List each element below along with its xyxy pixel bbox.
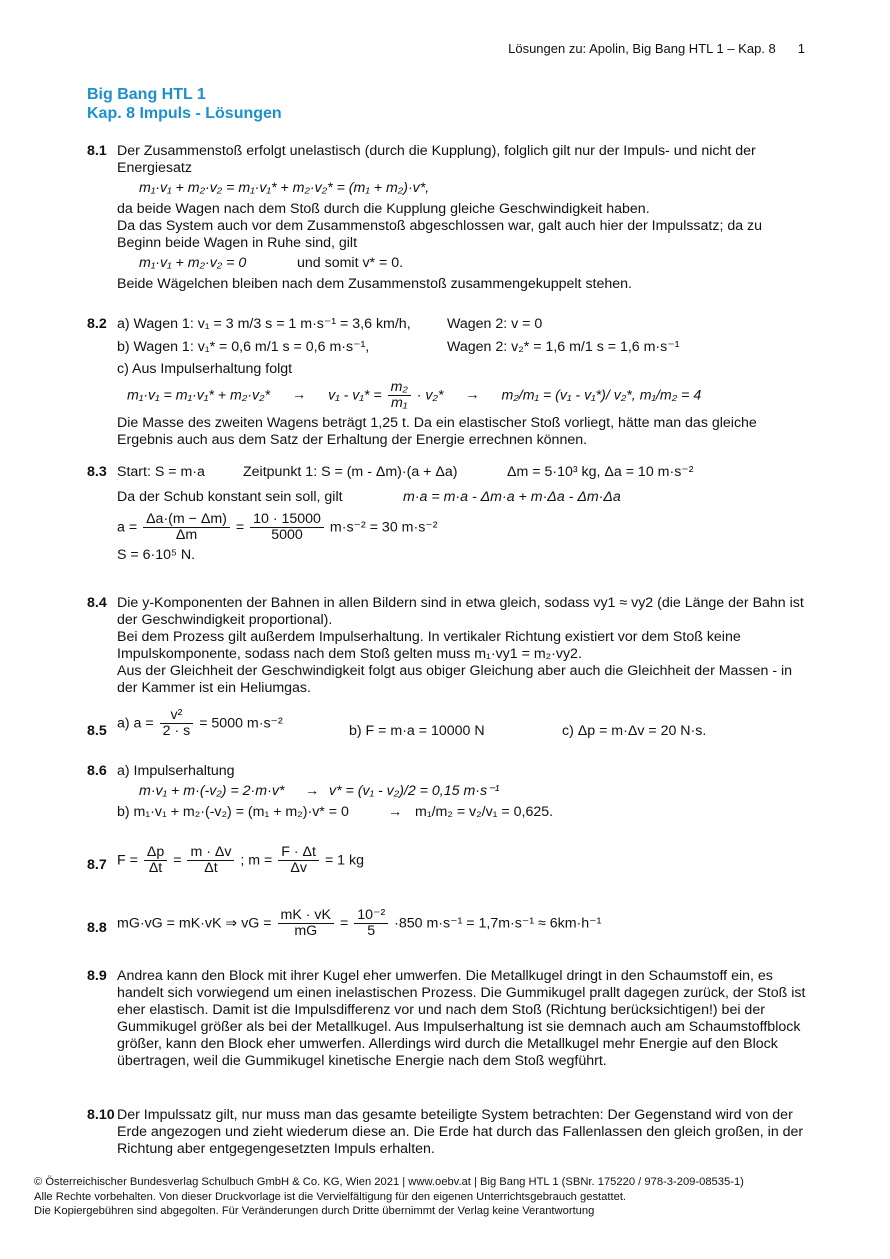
solution-8-9 <box>87 968 807 1070</box>
fraction-denominator: Δm <box>175 527 198 543</box>
part-b-result: m₁/m₂ = v₂/v₁ = 0,625. <box>415 804 554 820</box>
page-number: 1 <box>797 41 805 56</box>
equation: v₁ - v₁* = <box>328 387 382 404</box>
paragraph: da beide Wagen nach dem Stoß durch die Kupplung gleiche Geschwindigkeit haben. <box>117 201 650 217</box>
solution-8-7-line <box>117 845 807 876</box>
rights-line: Alle Rechte vorbehalten. Von dieser Druckvorlage ist die Vervielfältigung für den eigenen Unterrichtsgebrauch gestattet. <box>34 1190 627 1203</box>
solution-number: 8.7 <box>87 857 107 873</box>
mass-fraction <box>388 380 411 411</box>
chapter-title: Kap. 8 Impuls - Lösungen <box>87 105 282 122</box>
part-c: c) Δp = m·Δv = 20 N·s. <box>562 723 707 739</box>
paragraph: Die Masse des zweiten Wagens beträgt 1,25 t. Da ein elastischer Stoß vorliegt, hätte man das gleiche Ergebnis auch aus dem Satz der Erhaltung der Energie errechnen können. <box>117 415 757 448</box>
fraction-numerator: m · Δv <box>187 845 234 861</box>
paragraph: Aus der Gleichheit der Geschwindigkeit folgt aus obiger Gleichung aber auch die Gleichheit der Massen - in der Kammer ist ein Heliumgas. <box>117 663 793 696</box>
arrow: → <box>305 783 320 799</box>
solution-number: 8.8 <box>87 920 107 936</box>
equation-mid: ; m = <box>240 852 273 869</box>
fraction <box>250 512 324 543</box>
equation: v* = (v₁ - v₂)/2 = 0,15 m·s⁻¹ <box>329 783 500 799</box>
equals-sign: = <box>235 519 245 536</box>
solution-number: 8.9 <box>87 968 107 984</box>
solution-8-8 <box>87 908 807 939</box>
equation-lhs: mG·vG = mK·vK ⇒ vG = <box>117 915 272 932</box>
solution-8-6 <box>87 763 807 822</box>
paragraph: Da das System auch vor dem Zusammenstoß abgeschlossen war, galt auch hier der Impulssatz; da zu Beginn beide Wagen in Ruhe sind, gilt <box>117 218 763 251</box>
header-text: Lösungen zu: Apolin, Big Bang HTL 1 – Kap. 8 <box>508 41 776 56</box>
solution-number: 8.2 <box>87 316 107 332</box>
equation: · v₂* <box>416 387 444 404</box>
acceleration-equation <box>117 512 807 543</box>
fraction-denominator: Δv <box>290 860 307 876</box>
solution-8-4 <box>87 595 807 697</box>
solution-number: 8.10 <box>87 1107 115 1123</box>
copyright-line: © Österreichischer Bundesverlag Schulbuch GmbH & Co. KG, Wien 2021 | www.oebv.at | Big Bang HTL 1 (SBNr. 175220 / 978-3-209-08535-1) <box>34 1176 744 1188</box>
equals-sign: = <box>173 852 182 869</box>
footer <box>34 1175 834 1219</box>
solution-8-2 <box>87 316 807 449</box>
arrow: → <box>388 804 403 820</box>
equation: m·a = m·a - Δm·a + m·Δa - Δm·Δa <box>403 489 621 505</box>
part-b-wagon2: Wagen 2: v₂* = 1,6 m/1 s = 1,6 m·s⁻¹ <box>447 339 680 355</box>
paragraph: Da der Schub konstant sein soll, gilt <box>117 489 343 505</box>
fraction-numerator: v² <box>160 708 194 724</box>
fraction-denominator: 5 <box>367 923 376 939</box>
part-b-wagon1: b) Wagen 1: v₁* = 0,6 m/1 s = 0,6 m·s⁻¹, <box>117 339 370 355</box>
paragraph: Die y-Komponenten der Bahnen in allen Bildern sind in etwa gleich, sodass vy1 ≈ vy2 (die Länge der Bahn ist der Geschwindigkeit proportional). <box>117 595 804 628</box>
equation: m₁·v₁ + m₂·v₂ = m₁·v₁* + m₂·v₂* = (m₁ + m₂)·v*, <box>139 180 430 196</box>
fraction-numerator: Δp <box>144 845 167 861</box>
part-b: b) F = m·a = 10000 N <box>349 723 485 739</box>
fraction <box>187 845 234 876</box>
thrust-result: S = 6·10⁵ N. <box>117 547 196 563</box>
fraction <box>354 908 388 939</box>
part-b-equation: b) m₁·v₁ + m₂·(-v₂) = (m₁ + m₂)·v* = 0 <box>117 804 349 820</box>
solution-8-5-line <box>117 708 807 739</box>
solution-8-1 <box>87 143 807 293</box>
equals-sign: = <box>339 915 349 932</box>
fraction-numerator: m₂ <box>388 380 411 396</box>
solution-8-10 <box>87 1107 807 1158</box>
solution-8-8-line <box>117 908 807 939</box>
fraction-denominator: mG <box>294 923 318 939</box>
fraction-denominator: m₁ <box>391 395 408 411</box>
fraction <box>278 908 334 939</box>
momentum-equation <box>127 380 807 411</box>
part-a: a) a = <box>117 715 154 732</box>
solution-8-7 <box>87 845 807 876</box>
solution-number: 8.1 <box>87 143 107 159</box>
fraction-denominator: 2 · s <box>162 723 191 739</box>
fraction-denominator: Δt <box>148 860 163 876</box>
equation: m·v₁ + m·(-v₂) = 2·m·v* <box>139 783 285 799</box>
equation-lhs: a = <box>117 519 138 536</box>
part-a-wagon2: Wagen 2: v = 0 <box>447 316 543 332</box>
part-c-label: c) Aus Impulserhaltung folgt <box>117 361 293 377</box>
solution-8-3 <box>87 464 807 564</box>
paragraph: Andrea kann den Block mit ihrer Kugel eher umwerfen. Die Metallkugel dringt in den Schaumstoff ein, es handelt sich vorwiegend um einen inelastischen Prozess. Die Gummikugel prallt dagegen zurück, der Stoß ist eher elastisch. Damit ist die Impulsdifferenz vor und nach dem Stoß (Richtung berücksichtigen!) bei der Gummikugel größer als bei der Metallkugel. Aus Impulserhaltung ist sie demnach auch am Schaumstoffblock größer, kann den Block eher umwerfen. Allerdings wird durch die Metallkugel mehr Energie auf den Block übertragen, weil die Gummikugel kinetische Energie nach dem Stoß wegführt. <box>117 968 806 1069</box>
solution-number: 8.3 <box>87 464 107 480</box>
equation: m₂/m₁ = (v₁ - v₁*)/ v₂*, m₁/m₂ = 4 <box>501 387 702 404</box>
fraction <box>144 845 167 876</box>
fraction-numerator: 10⁻² <box>354 908 388 924</box>
book-title: Big Bang HTL 1 <box>87 86 206 103</box>
solution-number: 8.6 <box>87 763 107 779</box>
equation: m₁·v₁ = m₁·v₁* + m₂·v₂* <box>127 387 271 404</box>
paragraph: Beide Wägelchen bleiben nach dem Zusammenstoß zusammengekuppelt stehen. <box>117 276 632 292</box>
solution-number: 8.4 <box>87 595 107 611</box>
equation-result: ·850 m·s⁻¹ = 1,7m·s⁻¹ ≈ 6km·h⁻¹ <box>394 915 602 932</box>
part-a-wagon1: a) Wagen 1: v₁ = 3 m/3 s = 1 m·s⁻¹ = 3,6 km/h, <box>117 316 411 332</box>
fraction <box>278 845 319 876</box>
fraction-numerator: F · Δt <box>278 845 319 861</box>
equation-result: m·s⁻² = 30 m·s⁻² <box>329 519 438 536</box>
equation-result: = 1 kg <box>324 852 364 869</box>
time1-equation: Zeitpunkt 1: S = (m - Δm)·(a + Δa) <box>243 464 458 480</box>
fraction-numerator: mK · vK <box>278 908 334 924</box>
equation-lhs: F = <box>117 852 138 869</box>
equation-note: und somit v* = 0. <box>297 255 404 271</box>
part-a-label: a) Impulserhaltung <box>117 763 235 779</box>
fraction <box>143 512 230 543</box>
fraction <box>160 708 194 739</box>
start-equation: Start: S = m·a <box>117 464 205 480</box>
fraction-numerator: Δa·(m − Δm) <box>143 512 230 528</box>
arrow: → <box>465 387 480 404</box>
fraction-denominator: Δt <box>204 860 218 876</box>
paragraph: Bei dem Prozess gilt außerdem Impulserhaltung. In vertikaler Richtung existiert vor dem Stoß keine Impulskomponente, sodass nach dem Stoß gelten muss m₁·vy1 = m₂·vy2. <box>117 629 741 662</box>
solution-number: 8.5 <box>87 723 107 739</box>
paragraph: Der Impulssatz gilt, nur muss man das gesamte beteiligte System betrachten: Der Gegenstand wird von der Erde angezogen und zieht wiederum diese an. Die Erde hat durch das Fallenlassen den gleich großen, in der Richtung aber entgegengesetzten Impuls erhalten. <box>117 1107 804 1157</box>
running-header <box>400 41 805 56</box>
fraction-numerator: 10 · 15000 <box>250 512 324 528</box>
equation: m₁·v₁ + m₂·v₂ = 0 <box>139 255 247 271</box>
arrow: → <box>291 387 307 404</box>
fees-line: Die Kopiergebühren sind abgegolten. Für Veränderungen durch Dritte übernimmt der Verlag keine Verantwortung <box>34 1205 595 1217</box>
part-a-result: = 5000 m·s⁻² <box>199 715 283 732</box>
given-values: Δm = 5·10³ kg, Δa = 10 m·s⁻² <box>507 464 694 480</box>
solution-8-5 <box>87 708 807 739</box>
fraction-denominator: 5000 <box>271 527 303 543</box>
paragraph: Der Zusammenstoß erfolgt unelastisch (durch die Kupplung), folglich gilt nur der Impuls- und nicht der Energiesatz <box>117 143 756 176</box>
